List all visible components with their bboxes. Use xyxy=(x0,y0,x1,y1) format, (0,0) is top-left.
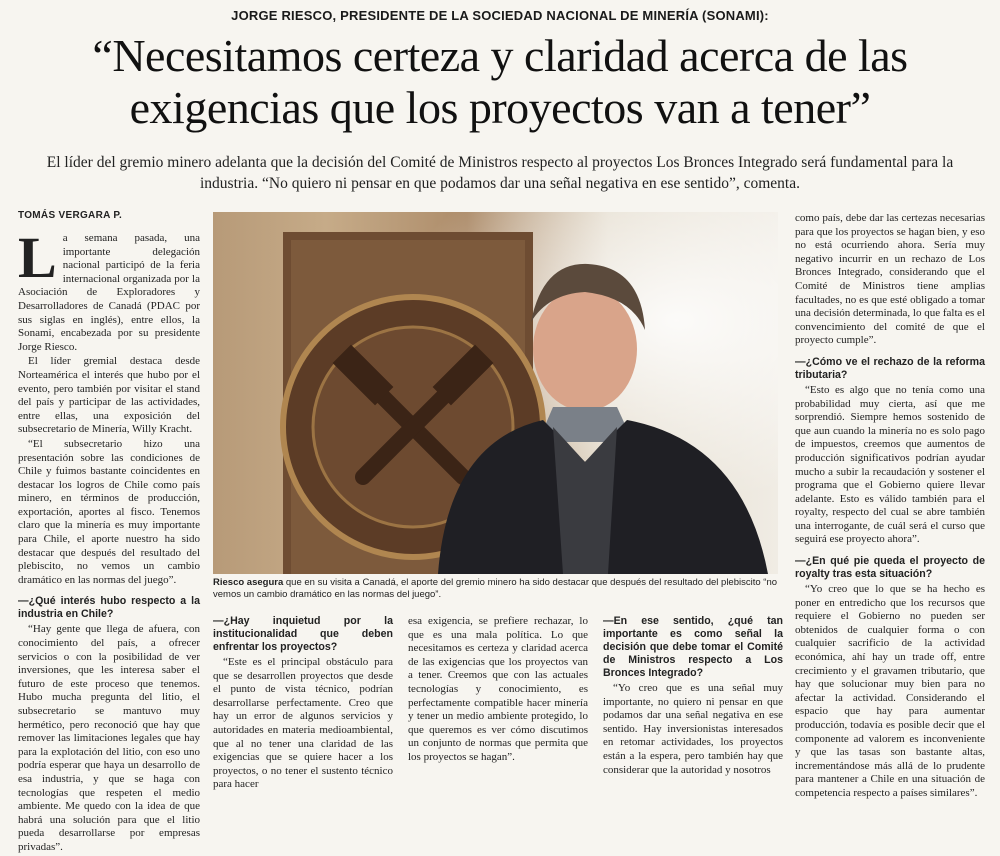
question: —¿Cómo ve el rechazo de la reforma tributaria? xyxy=(795,355,985,381)
question: —En ese sentido, ¿qué tan importante es como señal la decisión que debe tomar el Comité de Ministros respecto a Los Bronces Integrado? xyxy=(603,615,783,679)
paragraph: El líder gremial destaca desde Norteamérica el interés que hubo por el evento, pero también por visitar el stand del país y participar de las actividades, entre ellas, una exposición del subsecretario de Minería, Willy Kracht. xyxy=(18,355,200,436)
column-3 xyxy=(408,615,588,766)
paragraph: “Yo creo que lo que se ha hecho es poner en entredicho que los recursos que requiere el Gobierno no pueden ser obtenidos de cualquier forma o con cualquier sacrificio de la actividad económica, ahí hay un trade off, entre crecimiento y el gravamen tributario, que hay que solucionar muy bien para no afectar la actividad. Considerando el espacio que hay para aumentar producción, todavía es posible decir que el componente ad valorem es inconveniente y que las tasas son bastante altas, incrementándose más allá de lo prudente para mantener a Chile en una situación de competencia respecto a países similares”. xyxy=(795,583,985,799)
column-4 xyxy=(795,212,985,802)
kicker: JORGE RIESCO, PRESIDENTE DE LA SOCIEDAD NACIONAL DE MINERÍA (SONAMI): xyxy=(231,8,769,23)
headline xyxy=(20,30,980,134)
paragraph: esa exigencia, se prefiere rechazar, lo que es una mala política. Lo que necesitamos es certeza y claridad acerca de las exigencias que los proyectos van a tener. Creemos que con las actuales tecnologías y conocimiento, es perfectamente compatible hacer minería y tener un medio ambiente protegido, lo que queremos es ver cómo discutimos un conjunto de normas que permita que los proyectos se hagan”. xyxy=(408,615,588,763)
portrait-photo xyxy=(213,212,778,574)
paragraph: como país, debe dar las certezas necesarias para que los proyectos se hagan bien, y eso no está ocurriendo ahora. Sería muy negativo incurrir en un rechazo de Los Bronces Integrado, considerando que el Comité de Ministros tiene amplias facultades, no es que esté obligado a tomar una decisión determinada, lo que falta es el convencimiento del comité de que el proyecto cumple”. xyxy=(795,212,985,347)
paragraph: “Esto es algo que no tenía como una probabilidad muy cierta, así que me sorprendió. Siempre hemos sostenido de que aun cuando la minería no es solo pago de impuestos, creemos que aumentos de producción significativos podrían ayudar mucho a subir la recaudación y sostener el programa que el Gobierno quiere llevar adelante. Esto es válido también para el royalty, respecto del cual se abre también una interrogante, de cuál será el curso que seguirá ese proyecto ahora”. xyxy=(795,383,985,546)
caption-lead: Riesco asegura xyxy=(213,577,284,588)
drop-cap: L xyxy=(18,225,57,290)
paragraph: “El subsecretario hizo una presentación sobre las condiciones de Chile y fuimos bastante coincidentes en destacar los logros de Chile como país minero, en términos de producción, exportación, aportes al fisco. Tenemos claro que la minería es muy importante para Chile, el aporte nuestro ha sido destacar que después del resultado del plebiscito, no vemos un cambio dramático en las normas del juego”. xyxy=(18,437,200,586)
paragraph: La semana pasada, una importante delegación nacional participó de la feria internacional organizada por la Asociación de Exploradores y Desarrolladores de Canadá (PDAC por sus siglas en inglés), entre ellos, la Sonami, encabezada por su presidente Jorge Riesco. xyxy=(18,225,200,353)
paragraph: “Hay gente que llega de afuera, con conocimiento del país, a ofrecer servicios o con la posibilidad de ver inversiones, que les interesa saber el futuro de este proceso que tenemos. Hubo mucha pregunta del litio, el subsecretario se mantuvo muy hermético, pero reconoció que hay que remover las limitaciones legales que hay para la explotación del litio, con eso uno podría esperar que haya un desarrollo de esa industria, y que se haga con tecnologías que respeten el medio ambiente. Me quedo con la idea de que habrá una solución para que el litio pueda desarrollarse por empresas privadas”. xyxy=(18,623,200,853)
headline-line-1: “Necesitamos certeza y claridad acerca de las xyxy=(92,30,908,81)
photo-illustration xyxy=(213,212,778,574)
question: —¿Hay inquietud por la institucionalidad que deben enfrentar los proyectos? xyxy=(213,615,393,653)
column-1 xyxy=(18,225,200,856)
paragraph: “Yo creo que es una señal muy importante, no quiero ni pensar en que podamos dar una señal negativa en ese sentido. Hay inversionistas interesados en retomar actividades, los proyectos están a la espera, pero también hay que considerar que la autoridad y nosotros xyxy=(603,682,783,776)
caption-text: que en su visita a Canadá, el aporte del gremio minero ha sido destacar que después del resultado del plebiscito “no vemos un cambio dramático en las normas del juego”. xyxy=(213,577,778,600)
column-2 xyxy=(213,615,393,793)
deck: El líder del gremio minero adelanta que la decisión del Comité de Ministros respecto al proyectos Los Bronces Integrado será fundamental para la industria. “No quiero ni pensar en que podamos dar una señal negativa en ese sentido”, comenta. xyxy=(46,154,954,192)
headline-line-2: exigencias que los proyectos van a tener” xyxy=(129,82,871,133)
paragraph: “Este es el principal obstáculo para que se desarrollen proyectos que desde el punto de vista técnico, podrían desarrollarse perfectamente. Creo que hay un error de algunos servicios y autoridades en materia medioambiental, que al no tener una claridad de las exigencias que se quiere hacer a los proyectos, o no tener el sustento técnico para hacer xyxy=(213,656,393,791)
photo-caption xyxy=(213,577,778,601)
byline: TOMÁS VERGARA P. xyxy=(18,210,123,221)
question: —¿En qué pie queda el proyecto de royalty tras esta situación? xyxy=(795,555,985,581)
column-3b xyxy=(603,615,783,778)
question: —¿Qué interés hubo respecto a la industria en Chile? xyxy=(18,595,200,621)
